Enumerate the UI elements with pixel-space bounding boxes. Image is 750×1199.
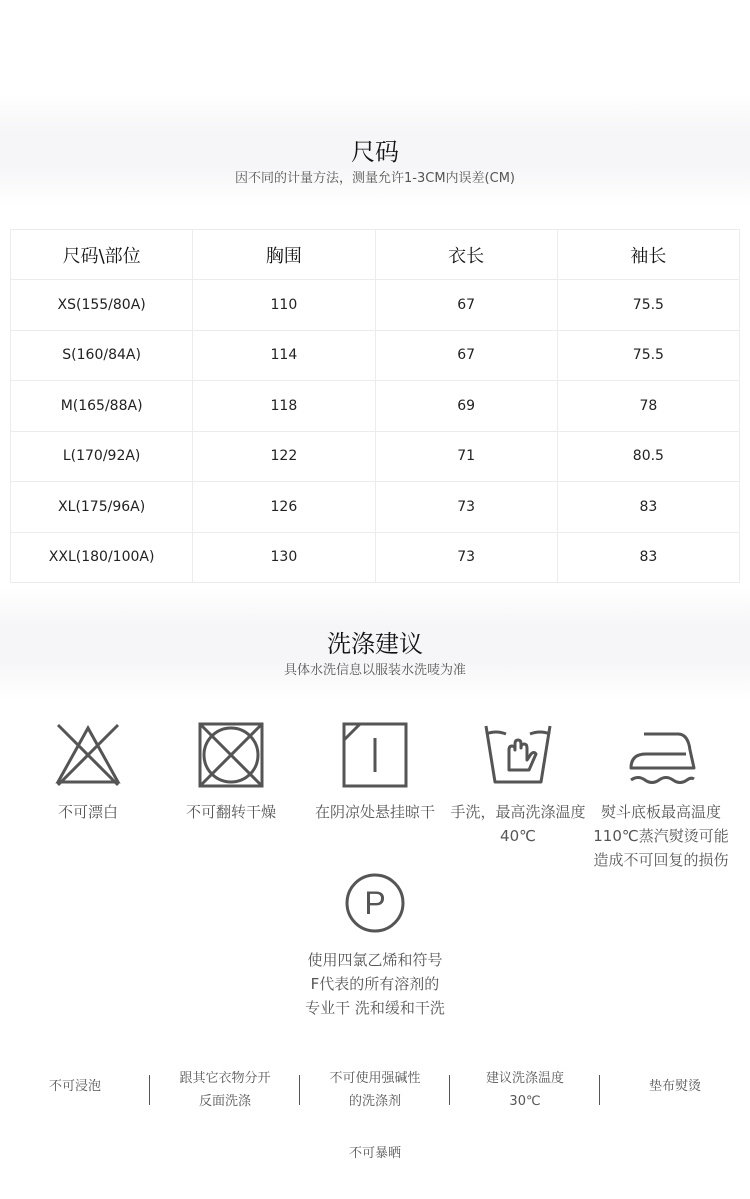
sleeve-cell: 83 [557,532,739,583]
care-label: 在阴凉处悬挂晾干 [314,803,435,821]
size-cell: S(160/84A) [11,330,193,381]
table-row [11,431,740,482]
care-label: 使用四氯乙烯和符号F代表的所有溶剂的专业干 洗和缓和干洗 [305,951,445,1017]
no-bleach-icon [53,720,123,790]
length-cell: 73 [375,532,557,583]
care-label: 熨斗底板最高温度110℃蒸汽熨烫可能造成不可回复的损伤 [593,803,729,869]
bottom-tip: 不可暴晒 [348,1146,401,1161]
size-cell: L(170/92A) [11,431,193,482]
header-length: 衣长 [375,230,557,280]
tip-line: 反面洗涤 [198,1094,251,1109]
care-item-hand-wash [443,720,593,848]
tip-item [300,1067,450,1113]
length-cell: 73 [375,482,557,533]
header-chest: 胸围 [193,230,375,280]
table-row [11,330,740,381]
table-row [11,482,740,533]
tip-item [600,1075,750,1098]
care-label: 不可翻转干燥 [185,803,276,821]
table-row [11,280,740,331]
tip-line: 垫布熨烫 [648,1079,701,1094]
sleeve-cell: 78 [557,381,739,432]
tip-line: 的洗涤剂 [348,1094,401,1109]
no-tumble-dry-icon [196,720,266,790]
header-size-part: 尺码\部位 [11,230,193,280]
header-sleeve: 袖长 [557,230,739,280]
length-cell: 67 [375,330,557,381]
table-row [11,381,740,432]
tip-line: 30℃ [509,1094,541,1109]
iron-icon [626,720,696,790]
length-cell: 67 [375,280,557,331]
care-item-dry-clean [300,868,450,1020]
care-section-title: 洗涤建议 [327,630,423,658]
line-dry-shade-icon [340,720,410,790]
tip-item [450,1067,600,1113]
size-section-subtitle: 因不同的计量方法，测量允许1-3CM内误差(CM) [235,171,515,186]
size-section-title: 尺码 [351,138,399,166]
chest-cell: 114 [193,330,375,381]
size-cell: XL(175/96A) [11,482,193,533]
care-item-no-tumble-dry [156,720,306,824]
professional-dry-clean-p-icon [340,868,410,938]
length-cell: 69 [375,381,557,432]
size-cell: XS(155/80A) [11,280,193,331]
size-table [10,229,740,583]
care-label: 手洗，最高洗涤温度40℃ [450,803,586,845]
care-label: 不可漂白 [57,803,118,821]
tip-line: 不可浸泡 [48,1079,101,1094]
size-cell: XXL(180/100A) [11,532,193,583]
tip-line: 跟其它衣物分开 [179,1071,271,1086]
care-item-no-bleach [13,720,163,824]
sleeve-cell: 80.5 [557,431,739,482]
sleeve-cell: 75.5 [557,280,739,331]
chest-cell: 110 [193,280,375,331]
size-cell: M(165/88A) [11,381,193,432]
sleeve-cell: 83 [557,482,739,533]
chest-cell: 118 [193,381,375,432]
size-table-header-row [11,230,740,280]
tip-line: 建议洗涤温度 [485,1071,564,1086]
sleeve-cell: 75.5 [557,330,739,381]
dry-clean-letter: P [364,885,386,921]
chest-cell: 126 [193,482,375,533]
table-row [11,532,740,583]
length-cell: 71 [375,431,557,482]
care-item-line-dry [300,720,450,824]
chest-cell: 130 [193,532,375,583]
tip-item [150,1067,300,1113]
hand-wash-icon [483,720,553,790]
care-item-iron [586,720,736,872]
tip-line: 不可使用强碱性 [329,1071,421,1086]
tip-item [0,1075,150,1098]
chest-cell: 122 [193,431,375,482]
care-section-subtitle: 具体水洗信息以服装水洗唛为准 [283,663,466,678]
